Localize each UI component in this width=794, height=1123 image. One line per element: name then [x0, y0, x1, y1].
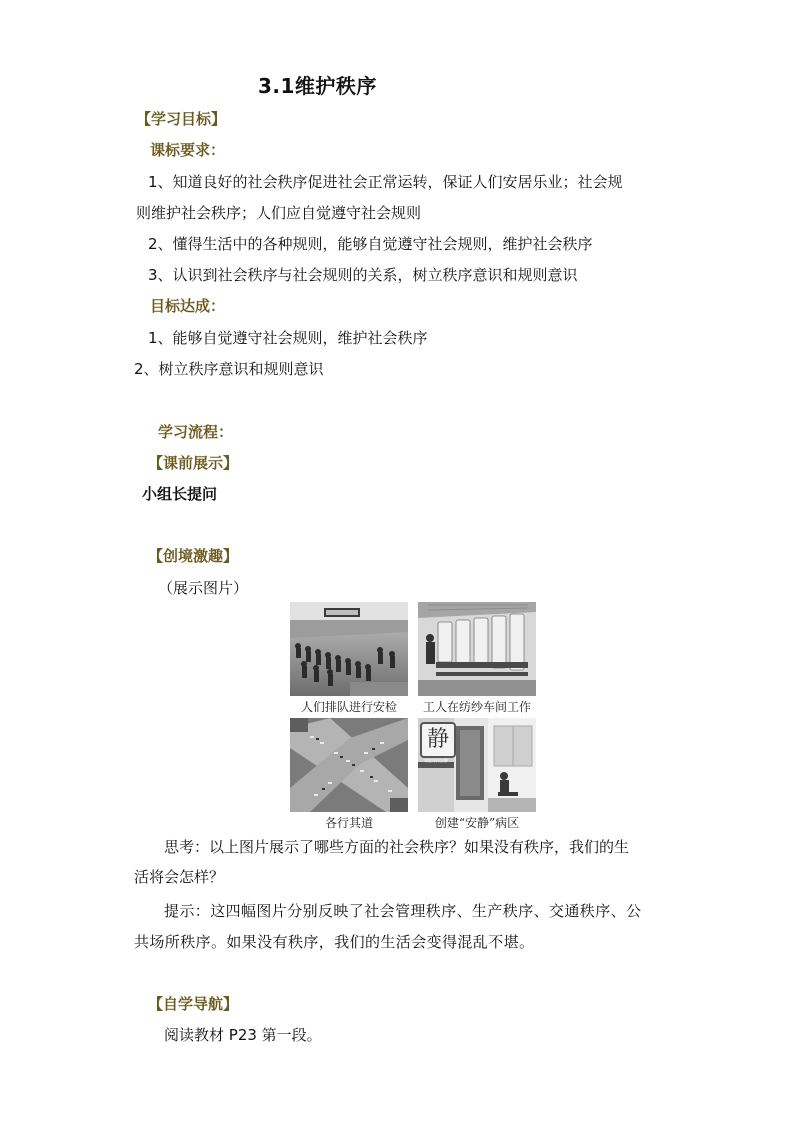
curriculum-requirements-label: 课标要求：: [150, 141, 226, 159]
caption-spinning-workshop: 工人在纺纱车间工作: [422, 700, 531, 714]
caption-security-queue: 人们排队进行安检: [300, 700, 397, 714]
photo-spinning-workshop: [418, 602, 536, 696]
photo-traffic-intersection: [290, 718, 408, 812]
photo-quiet-ward: [418, 718, 536, 812]
think-question-line-2: 活将会怎样？: [134, 868, 225, 886]
hint-line-1: 提示：这四幅图片分别反映了社会管理秩序、生产秩序、交通秩序、公: [164, 902, 642, 920]
caption-traffic-intersection: 各行其道: [324, 816, 373, 830]
page-title: 3.1维护秩序: [258, 74, 377, 98]
self-study-text: 阅读教材 P23 第一段。: [164, 1026, 322, 1044]
quiet-banner: 请您保持安静: [424, 758, 448, 763]
achievement-item-2: 2、树立秩序意识和规则意识: [134, 360, 324, 378]
learning-goals-heading: 【学习目标】: [136, 110, 227, 128]
security-queue-illustration: [290, 602, 408, 696]
spinning-workshop-illustration: [418, 602, 536, 696]
hint-line-2: 共场所秩序。如果没有秩序，我们的生活会变得混乱不堪。: [134, 933, 535, 951]
learning-process-label: 学习流程：: [158, 423, 234, 441]
goal-item-1-line-1: 1、知道良好的社会秩序促进社会正常运转，保证人们安居乐业；社会规: [148, 173, 623, 191]
traffic-intersection-illustration: [290, 718, 408, 812]
goal-item-1-line-2: 则维护社会秩序；人们应自觉遵守社会规则: [136, 204, 422, 222]
preview-heading: 【课前展示】: [148, 454, 239, 472]
preview-text: 小组长提问: [142, 485, 218, 503]
goal-item-2: 2、懂得生活中的各种规则，能够自觉遵守社会规则，维护社会秩序: [148, 235, 593, 253]
think-question-line-1: 思考：以上图片展示了哪些方面的社会秩序？如果没有秩序，我们的生: [164, 838, 630, 856]
show-pictures-note: （展示图片）: [158, 579, 249, 597]
self-study-heading: 【自学导航】: [148, 995, 239, 1013]
scene-heading: 【创境激趣】: [148, 547, 239, 565]
goal-achievement-label: 目标达成：: [150, 297, 226, 315]
achievement-item-1: 1、能够自觉遵守社会规则，维护社会秩序: [148, 329, 428, 347]
photo-security-queue: [290, 602, 408, 696]
caption-quiet-ward: 创建“安静”病区: [434, 816, 520, 830]
quiet-sign: 静: [420, 722, 456, 758]
goal-item-3: 3、认识到社会秩序与社会规则的关系，树立秩序意识和规则意识: [148, 266, 578, 284]
